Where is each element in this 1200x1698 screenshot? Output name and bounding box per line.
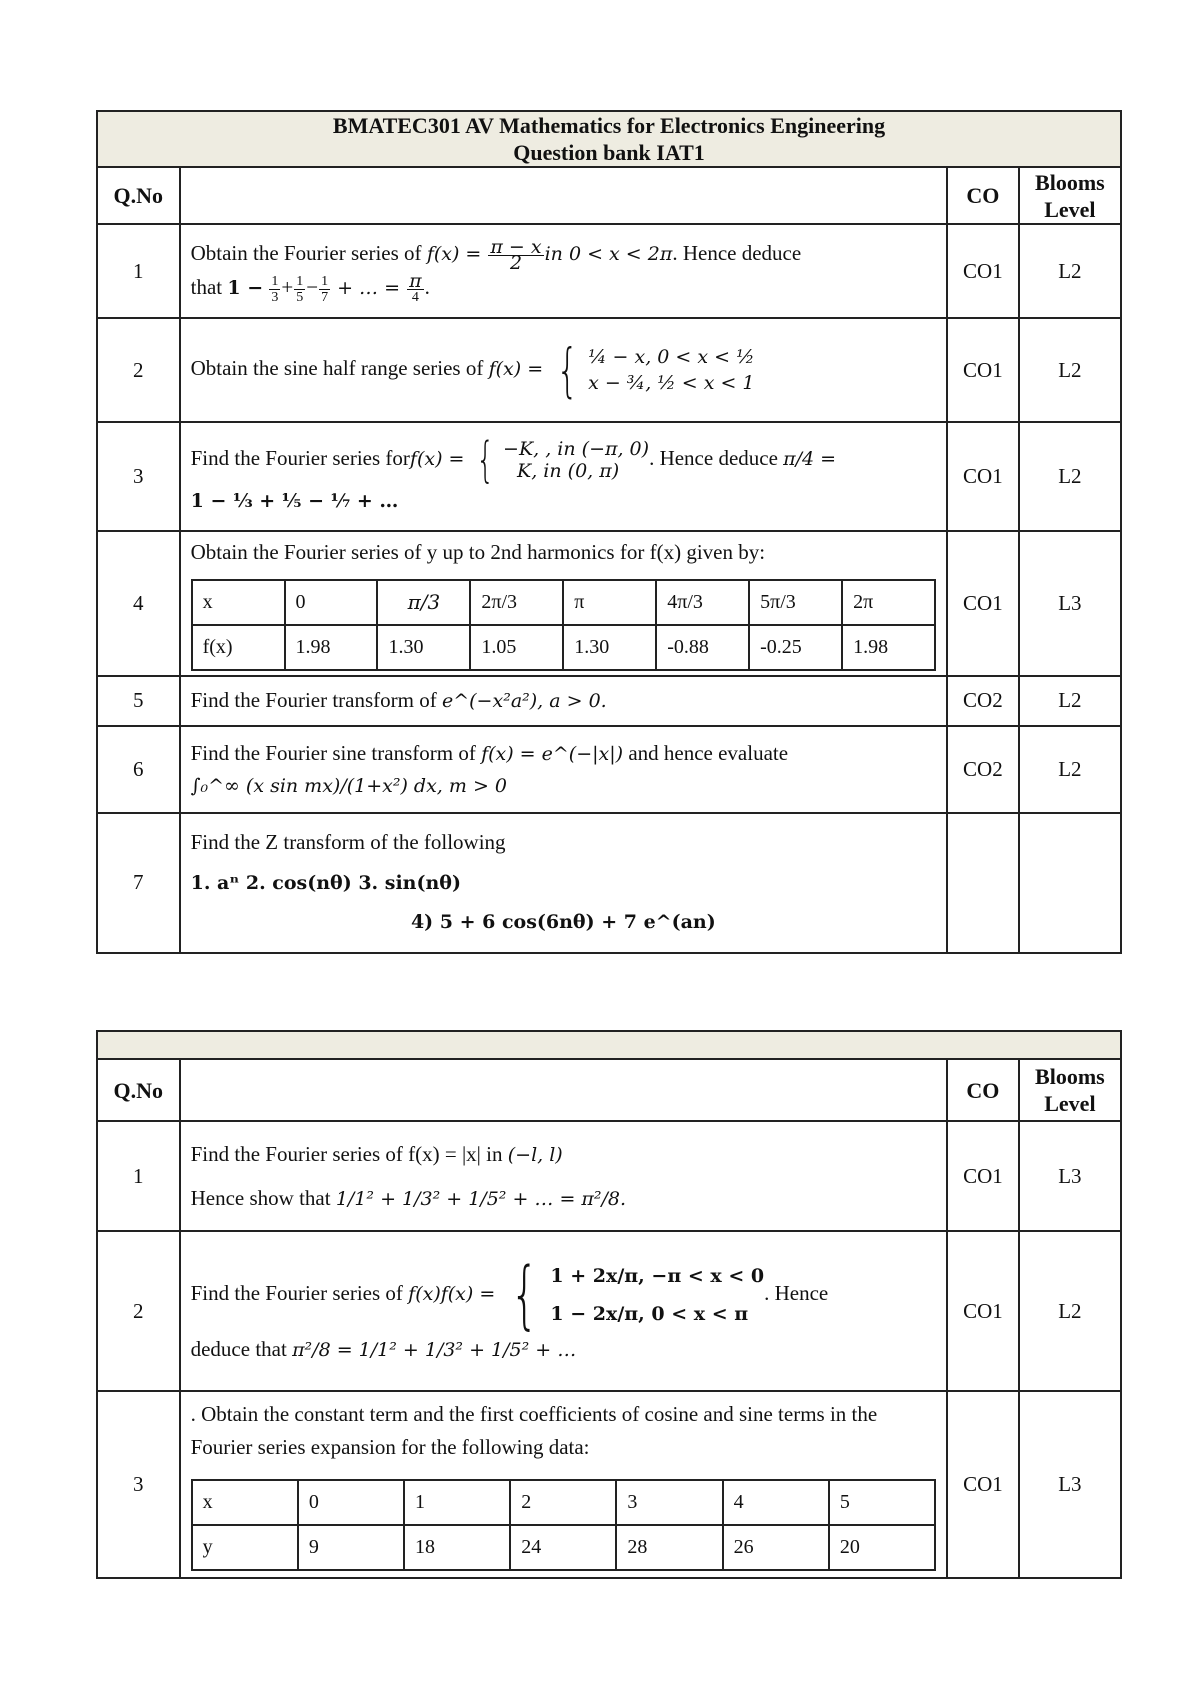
table-row (97, 676, 1121, 726)
question-text (180, 422, 947, 531)
question-text (180, 676, 947, 726)
math-expression: 1/1² + 1/3² + 1/5² + … = π²/8. (335, 1188, 627, 1210)
data-cell: 24 (510, 1525, 616, 1570)
piecewise-function (470, 432, 650, 489)
question-number: 4 (97, 531, 180, 676)
math-expression: π/4 = (783, 448, 837, 471)
piecewise-case: 1 − 2x/π, 0 < x < π (550, 1302, 749, 1325)
math-expression: f(x) = (488, 357, 550, 380)
data-cell: 2π (842, 580, 935, 625)
brace-symbol: { (510, 1251, 539, 1338)
question-bank-table-1 (96, 110, 1122, 954)
data-cell: f(x) (192, 625, 285, 670)
math-expression: 1. aⁿ 2. cos(nθ) 3. sin(nθ) (190, 871, 461, 894)
numerator: π (409, 269, 422, 292)
data-cell: 0 (285, 580, 378, 625)
math-expression: (−l, l) (507, 1143, 563, 1166)
denominator: 4 (411, 289, 419, 305)
math-expression: + … = (331, 277, 407, 299)
data-cell: 3 (616, 1480, 722, 1525)
data-cell: 18 (404, 1525, 510, 1570)
question-text-part: . Hence (764, 1280, 829, 1305)
question-number: 1 (97, 1121, 180, 1231)
data-cell: 2π/3 (470, 580, 563, 625)
col-header-question (180, 1059, 947, 1121)
question-text (180, 726, 947, 813)
denominator: 3 (271, 289, 279, 305)
question-number: 5 (97, 676, 180, 726)
col-header-question (180, 167, 947, 224)
piecewise-function (501, 1251, 765, 1338)
data-table-row (192, 580, 935, 625)
fraction (294, 274, 305, 305)
fraction (319, 274, 330, 305)
table-row (97, 531, 1121, 676)
piecewise-case: K, in (0, π) (517, 460, 620, 483)
math-expression: π²/8 = 1/1² + 1/3² + 1/5² + … (292, 1338, 577, 1361)
numerator: 1 (321, 273, 329, 289)
course-title: BMATEC301 AV Mathematics for Electronics Engineering (332, 113, 886, 138)
math-expression: f(x) = (409, 448, 471, 471)
question-text-part: Find the Fourier series of f(x) = |x| in (190, 1141, 508, 1166)
question-text (180, 1121, 947, 1231)
co-value: CO1 (947, 318, 1019, 422)
brace-symbol: { (556, 336, 579, 404)
col-header-qno: Q.No (97, 167, 180, 224)
data-table-row (192, 1480, 935, 1525)
data-cell: π (563, 580, 656, 625)
blooms-level: L3 (1019, 1391, 1121, 1578)
piecewise-case: x − ¾, ½ < x < 1 (588, 372, 755, 394)
data-cell: 1.30 (563, 625, 656, 670)
data-table (191, 579, 936, 671)
co-value: CO1 (947, 531, 1019, 676)
table-row (97, 318, 1121, 422)
data-cell: 28 (616, 1525, 722, 1570)
data-cell: 20 (829, 1525, 935, 1570)
blooms-level: L2 (1019, 224, 1121, 318)
table-row (97, 1231, 1121, 1391)
blooms-level (1019, 813, 1121, 953)
math-expression: 1 − (227, 277, 264, 299)
data-cell: 9 (298, 1525, 404, 1570)
question-number: 3 (97, 422, 180, 531)
fraction (269, 274, 280, 305)
data-cell: 1.30 (377, 625, 470, 670)
table-row (97, 224, 1121, 318)
math-expression: 1 − ⅓ + ⅕ − ⅐ + … (190, 490, 399, 513)
piecewise-function (549, 336, 755, 404)
math-expression: f(x) = e^(−|x|) (481, 742, 624, 765)
question-text (180, 813, 947, 953)
question-text-part: and hence evaluate (623, 740, 789, 765)
table-row (97, 726, 1121, 813)
question-bank-table-2 (96, 1030, 1122, 1579)
question-bank-subtitle: Question bank IAT1 (513, 140, 705, 165)
question-text-part: . (424, 275, 430, 299)
blooms-level: L2 (1019, 726, 1121, 813)
data-cell: x (192, 1480, 298, 1525)
question-text-part: Obtain the Fourier series of y up to 2nd harmonics for f(x) given by: (190, 540, 766, 564)
question-number: 6 (97, 726, 180, 813)
question-text-part: Obtain the sine half range series of (190, 355, 489, 380)
question-text (180, 1231, 947, 1391)
data-cell: π/3 (377, 580, 470, 625)
data-table-row (192, 1525, 935, 1570)
col-header-qno: Q.No (97, 1059, 180, 1121)
question-text-part: Find the Z transform of the following (190, 829, 506, 854)
fraction (407, 269, 424, 305)
data-cell: x (192, 580, 285, 625)
data-table (191, 1479, 936, 1571)
question-number: 2 (97, 1231, 180, 1391)
math-expression: e^(−x²a²), a > 0. (441, 690, 607, 713)
data-cell: -0.25 (749, 625, 842, 670)
blooms-level: L2 (1019, 1231, 1121, 1391)
question-text (180, 318, 947, 422)
question-text-part: . Obtain the constant term and the first coefficients of cosine and sine terms in the Fourier series expansion for the following data: (190, 1402, 878, 1459)
math-expression: in 0 < x < 2π (544, 243, 673, 266)
blooms-level: L3 (1019, 531, 1121, 676)
blooms-level: L2 (1019, 422, 1121, 531)
table-row (97, 813, 1121, 953)
question-text-part: that (190, 275, 228, 299)
numerator: 1 (271, 273, 279, 289)
question-text-part: . Hence deduce (649, 446, 784, 471)
data-cell: 1.98 (842, 625, 935, 670)
question-number: 3 (97, 1391, 180, 1578)
denominator: 5 (296, 289, 304, 305)
question-text-part: deduce that (190, 1336, 293, 1361)
piecewise-case: 1 + 2x/π, −π < x < 0 (550, 1264, 765, 1287)
col-header-co: CO (947, 167, 1019, 224)
question-text-part: . Hence deduce (672, 241, 802, 266)
table-title (97, 111, 1121, 167)
math-expression: f(x) = (426, 243, 488, 266)
co-value (947, 813, 1019, 953)
co-value: CO2 (947, 676, 1019, 726)
math-expression: ∫₀^∞ (x sin mx)/(1+x²) dx, m > 0 (190, 775, 507, 798)
col-header-co: CO (947, 1059, 1019, 1121)
table-title (97, 1031, 1121, 1059)
co-value: CO1 (947, 1391, 1019, 1578)
question-number: 7 (97, 813, 180, 953)
data-cell: 5π/3 (749, 580, 842, 625)
math-expression: f(x)f(x) = (408, 1282, 502, 1305)
blooms-level: L2 (1019, 318, 1121, 422)
data-cell: 4π/3 (656, 580, 749, 625)
question-text-part: Find the Fourier transform of (190, 688, 442, 713)
blooms-level: L2 (1019, 676, 1121, 726)
blooms-level: L3 (1019, 1121, 1121, 1231)
question-text (180, 531, 947, 676)
piecewise-case: −K, , in (−π, 0) (503, 438, 650, 461)
question-text (180, 1391, 947, 1578)
data-cell: 1.98 (285, 625, 378, 670)
col-header-blooms: Blooms Level (1019, 1059, 1121, 1121)
data-cell: 4 (723, 1480, 829, 1525)
question-text-part: Find the Fourier sine transform of (190, 740, 482, 765)
data-cell: -0.88 (656, 625, 749, 670)
co-value: CO1 (947, 224, 1019, 318)
piecewise-case: ¼ − x, 0 < x < ½ (588, 346, 755, 368)
co-value: CO2 (947, 726, 1019, 813)
numerator: π − x (490, 236, 542, 258)
question-text-part: Hence show that (190, 1186, 336, 1210)
brace-symbol: { (476, 432, 495, 489)
col-header-blooms: Blooms Level (1019, 167, 1121, 224)
question-number: 2 (97, 318, 180, 422)
data-cell: 1.05 (470, 625, 563, 670)
question-text-part: Obtain the Fourier series of (190, 241, 427, 266)
question-text: Obtain the Fourier series of f(x) = $\frac{\pi - x}{2}$ in 0 < x < 2π. Hence deduce that 1 − $\frac{1}{3}$ + $\frac{1}{5}$ − $\frac{1}{7}$ + … = π 4 . (180, 224, 947, 318)
denominator: 7 (321, 289, 329, 305)
data-cell: y (192, 1525, 298, 1570)
data-cell: 2 (510, 1480, 616, 1525)
co-value: CO1 (947, 1121, 1019, 1231)
co-value: CO1 (947, 422, 1019, 531)
table-row (97, 1391, 1121, 1578)
question-number: 1 (97, 224, 180, 318)
question-text-part: Find the Fourier series of (190, 1280, 409, 1305)
data-cell: 5 (829, 1480, 935, 1525)
denominator: 2 (509, 252, 523, 274)
math-expression: 4) 5 + 6 cos(6nθ) + 7 e^(an) (410, 911, 716, 934)
data-table-row (192, 625, 935, 670)
numerator: 1 (296, 273, 304, 289)
data-cell: 26 (723, 1525, 829, 1570)
co-value: CO1 (947, 1231, 1019, 1391)
data-cell: 1 (404, 1480, 510, 1525)
question-text-part: Find the Fourier series for (190, 446, 410, 471)
fraction (488, 236, 543, 274)
table-row (97, 422, 1121, 531)
table-row (97, 1121, 1121, 1231)
data-cell: 0 (298, 1480, 404, 1525)
